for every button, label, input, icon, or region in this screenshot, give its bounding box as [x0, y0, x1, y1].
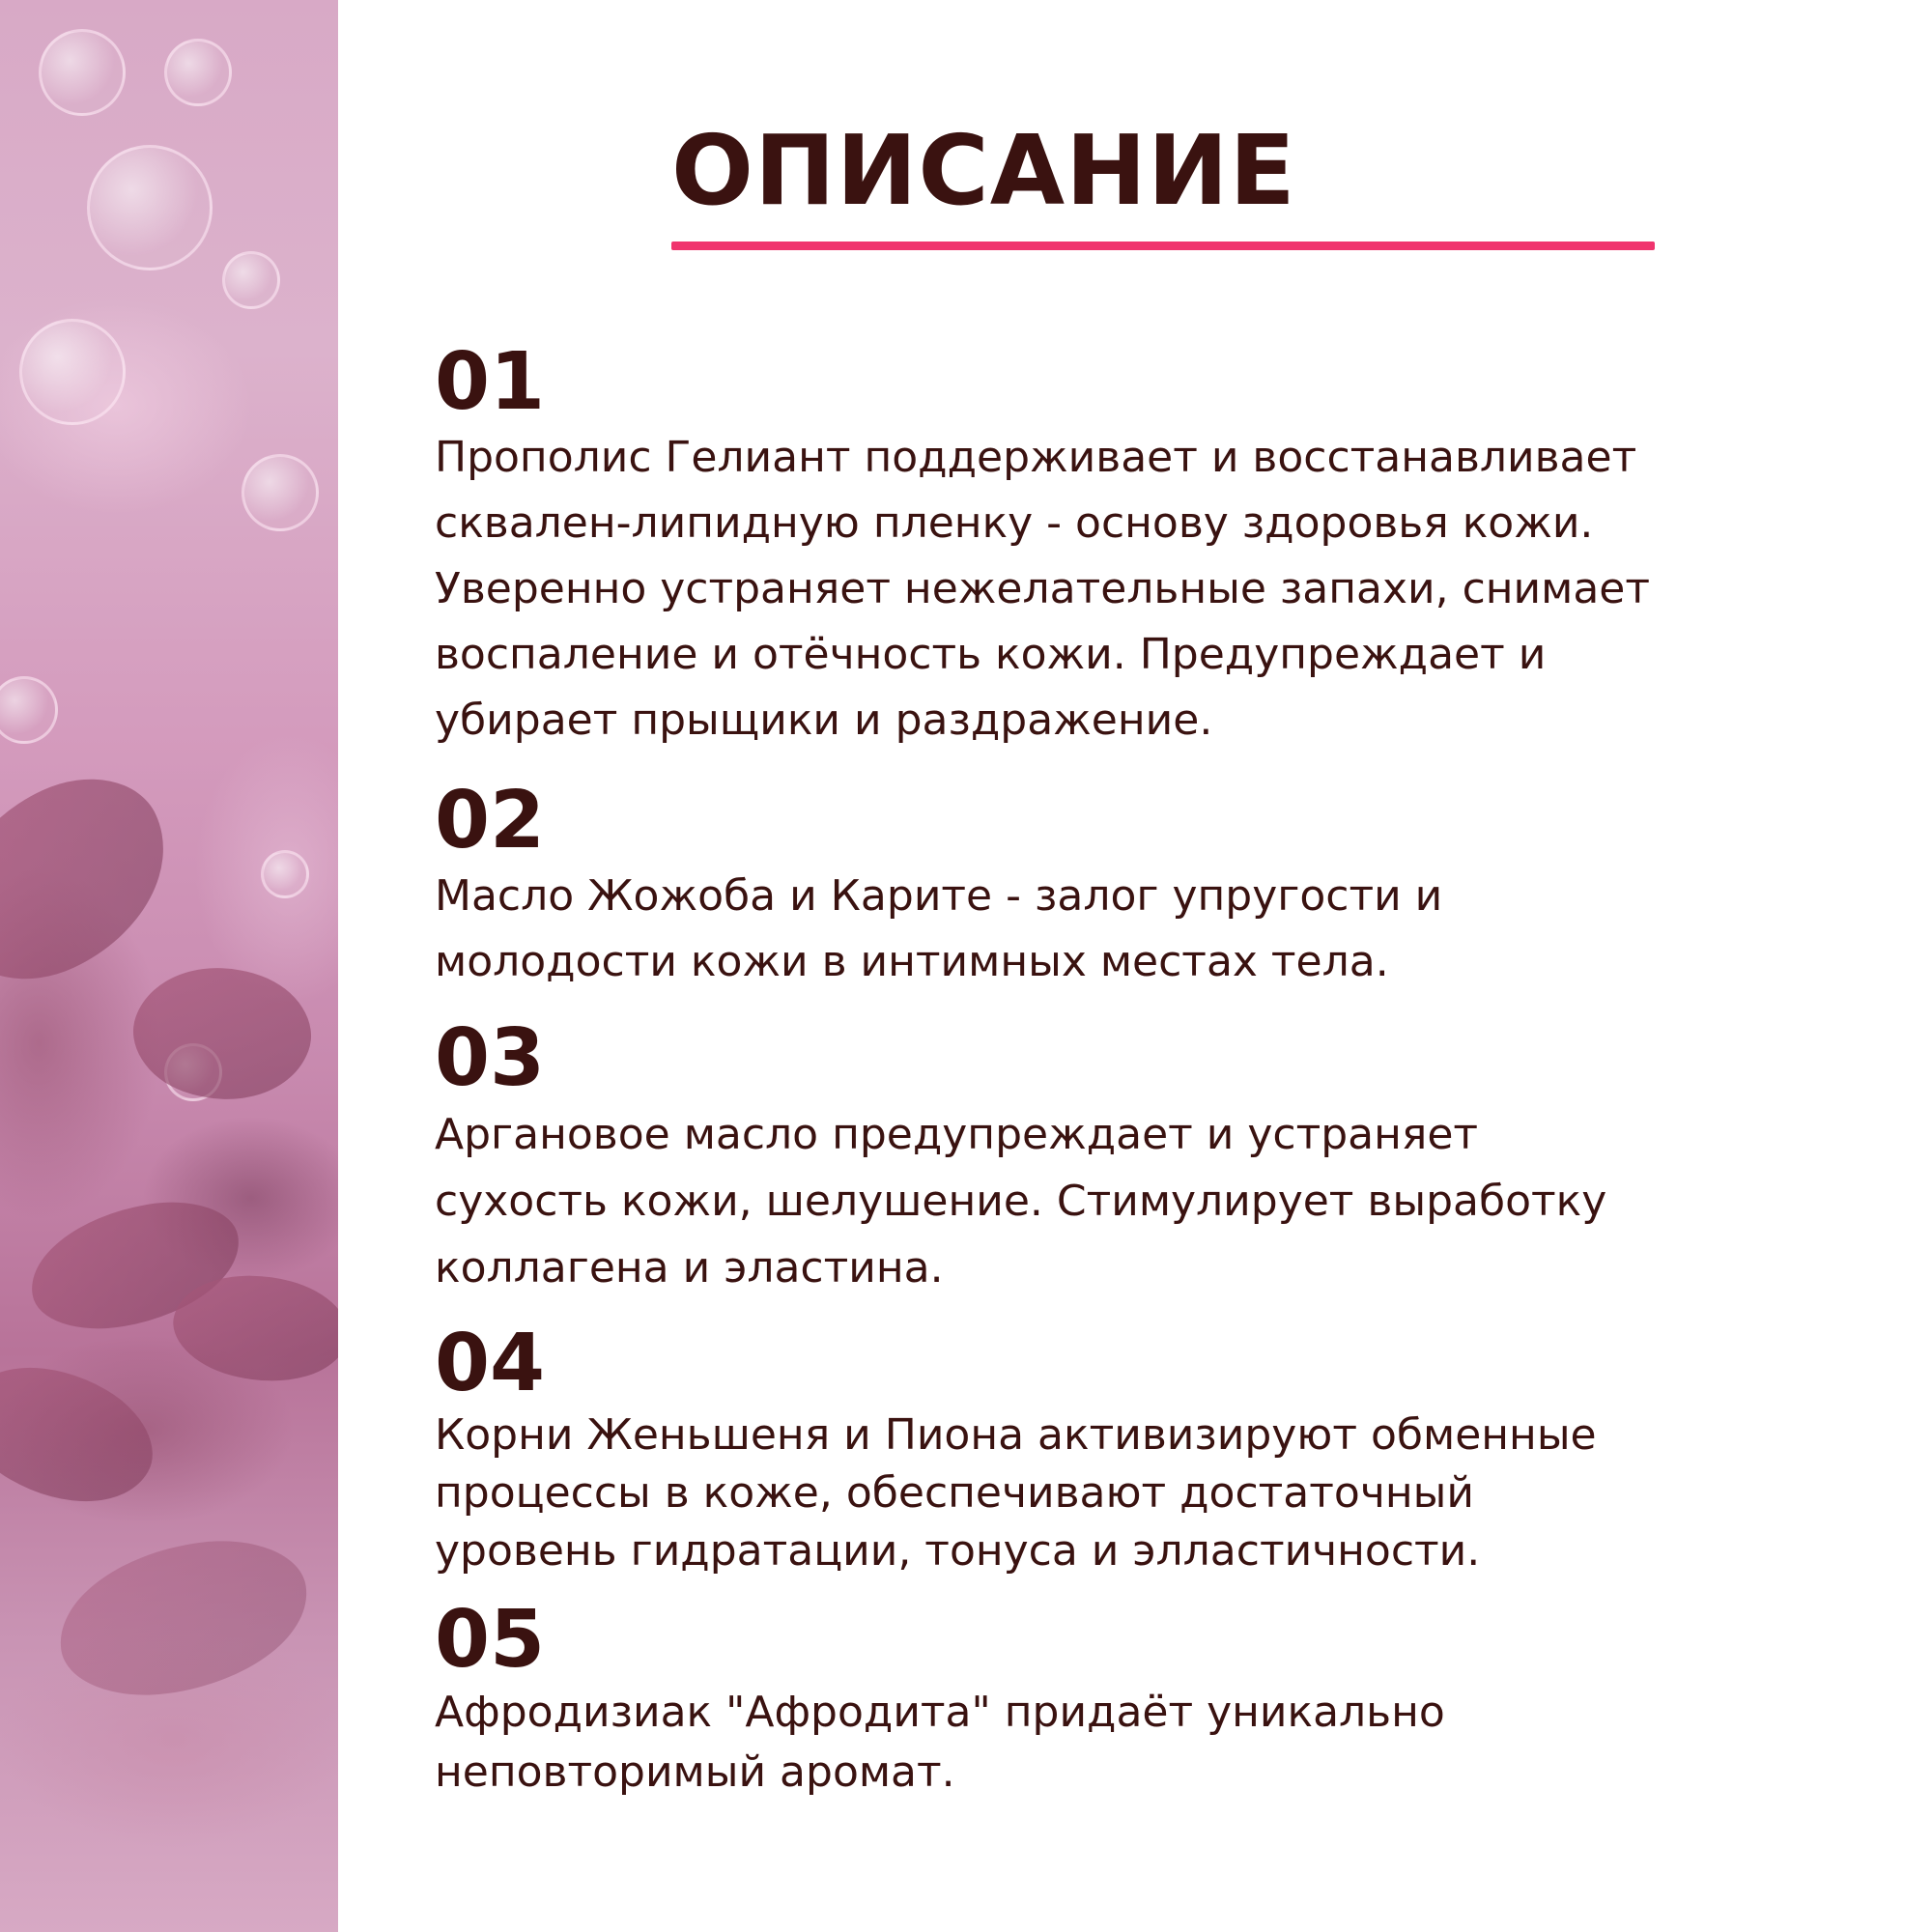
flower-petal-decoration: [117, 940, 327, 1126]
water-bubble-decoration: [164, 39, 232, 106]
item-number: 01: [435, 336, 546, 428]
water-bubble-decoration: [0, 676, 58, 744]
flower-petal-decoration: [49, 1529, 318, 1708]
description-item: [435, 336, 1884, 753]
title-underline: [671, 242, 1655, 250]
water-bubble-decoration: [222, 251, 280, 309]
water-bubble-decoration: [87, 145, 213, 270]
item-number: 02: [435, 775, 546, 867]
water-bubble-decoration: [19, 319, 126, 425]
item-number: 03: [435, 1012, 546, 1104]
flower-petal-decoration: [0, 1332, 173, 1538]
item-text: Масло Жожоба и Карите - залог упругости и молодости кожи в интимных местах тела.: [435, 871, 1443, 986]
description-item: [435, 1318, 1884, 1580]
item-text: Корни Женьшеня и Пиона активизируют обменные процессы в коже, обеспечивают достаточный уровень гидратации, тонуса и элластичности.: [435, 1410, 1597, 1576]
water-bubble-decoration: [39, 29, 126, 116]
page-title: ОПИСАНИЕ: [671, 114, 1296, 227]
description-item: [435, 775, 1884, 995]
item-text: Прополис Гелиант поддерживает и восстанавливает сквален-липидную пленку - основу здоровья кожи. Уверенно устраняет нежелательные запахи, снимает воспаление и отёчность кожи. Предупреждает и убирает прыщики и раздражение.: [435, 433, 1650, 745]
water-bubble-decoration: [242, 454, 319, 531]
description-item: [435, 1594, 1884, 1803]
description-item: [435, 1012, 1884, 1301]
item-text: Аргановое масло предупреждает и устраняет сухость кожи, шелушение. Стимулирует выработку коллагена и эластина.: [435, 1110, 1607, 1293]
flower-petal-decoration: [0, 752, 200, 1008]
item-number: 05: [435, 1594, 546, 1686]
content-area: [338, 0, 1932, 1932]
item-number: 04: [435, 1318, 546, 1409]
water-bubble-decoration: [261, 850, 309, 898]
side-decorative-image: [0, 0, 338, 1932]
item-text: Афродизиак "Афродита" придаёт уникально неповторимый аромат.: [435, 1688, 1445, 1797]
